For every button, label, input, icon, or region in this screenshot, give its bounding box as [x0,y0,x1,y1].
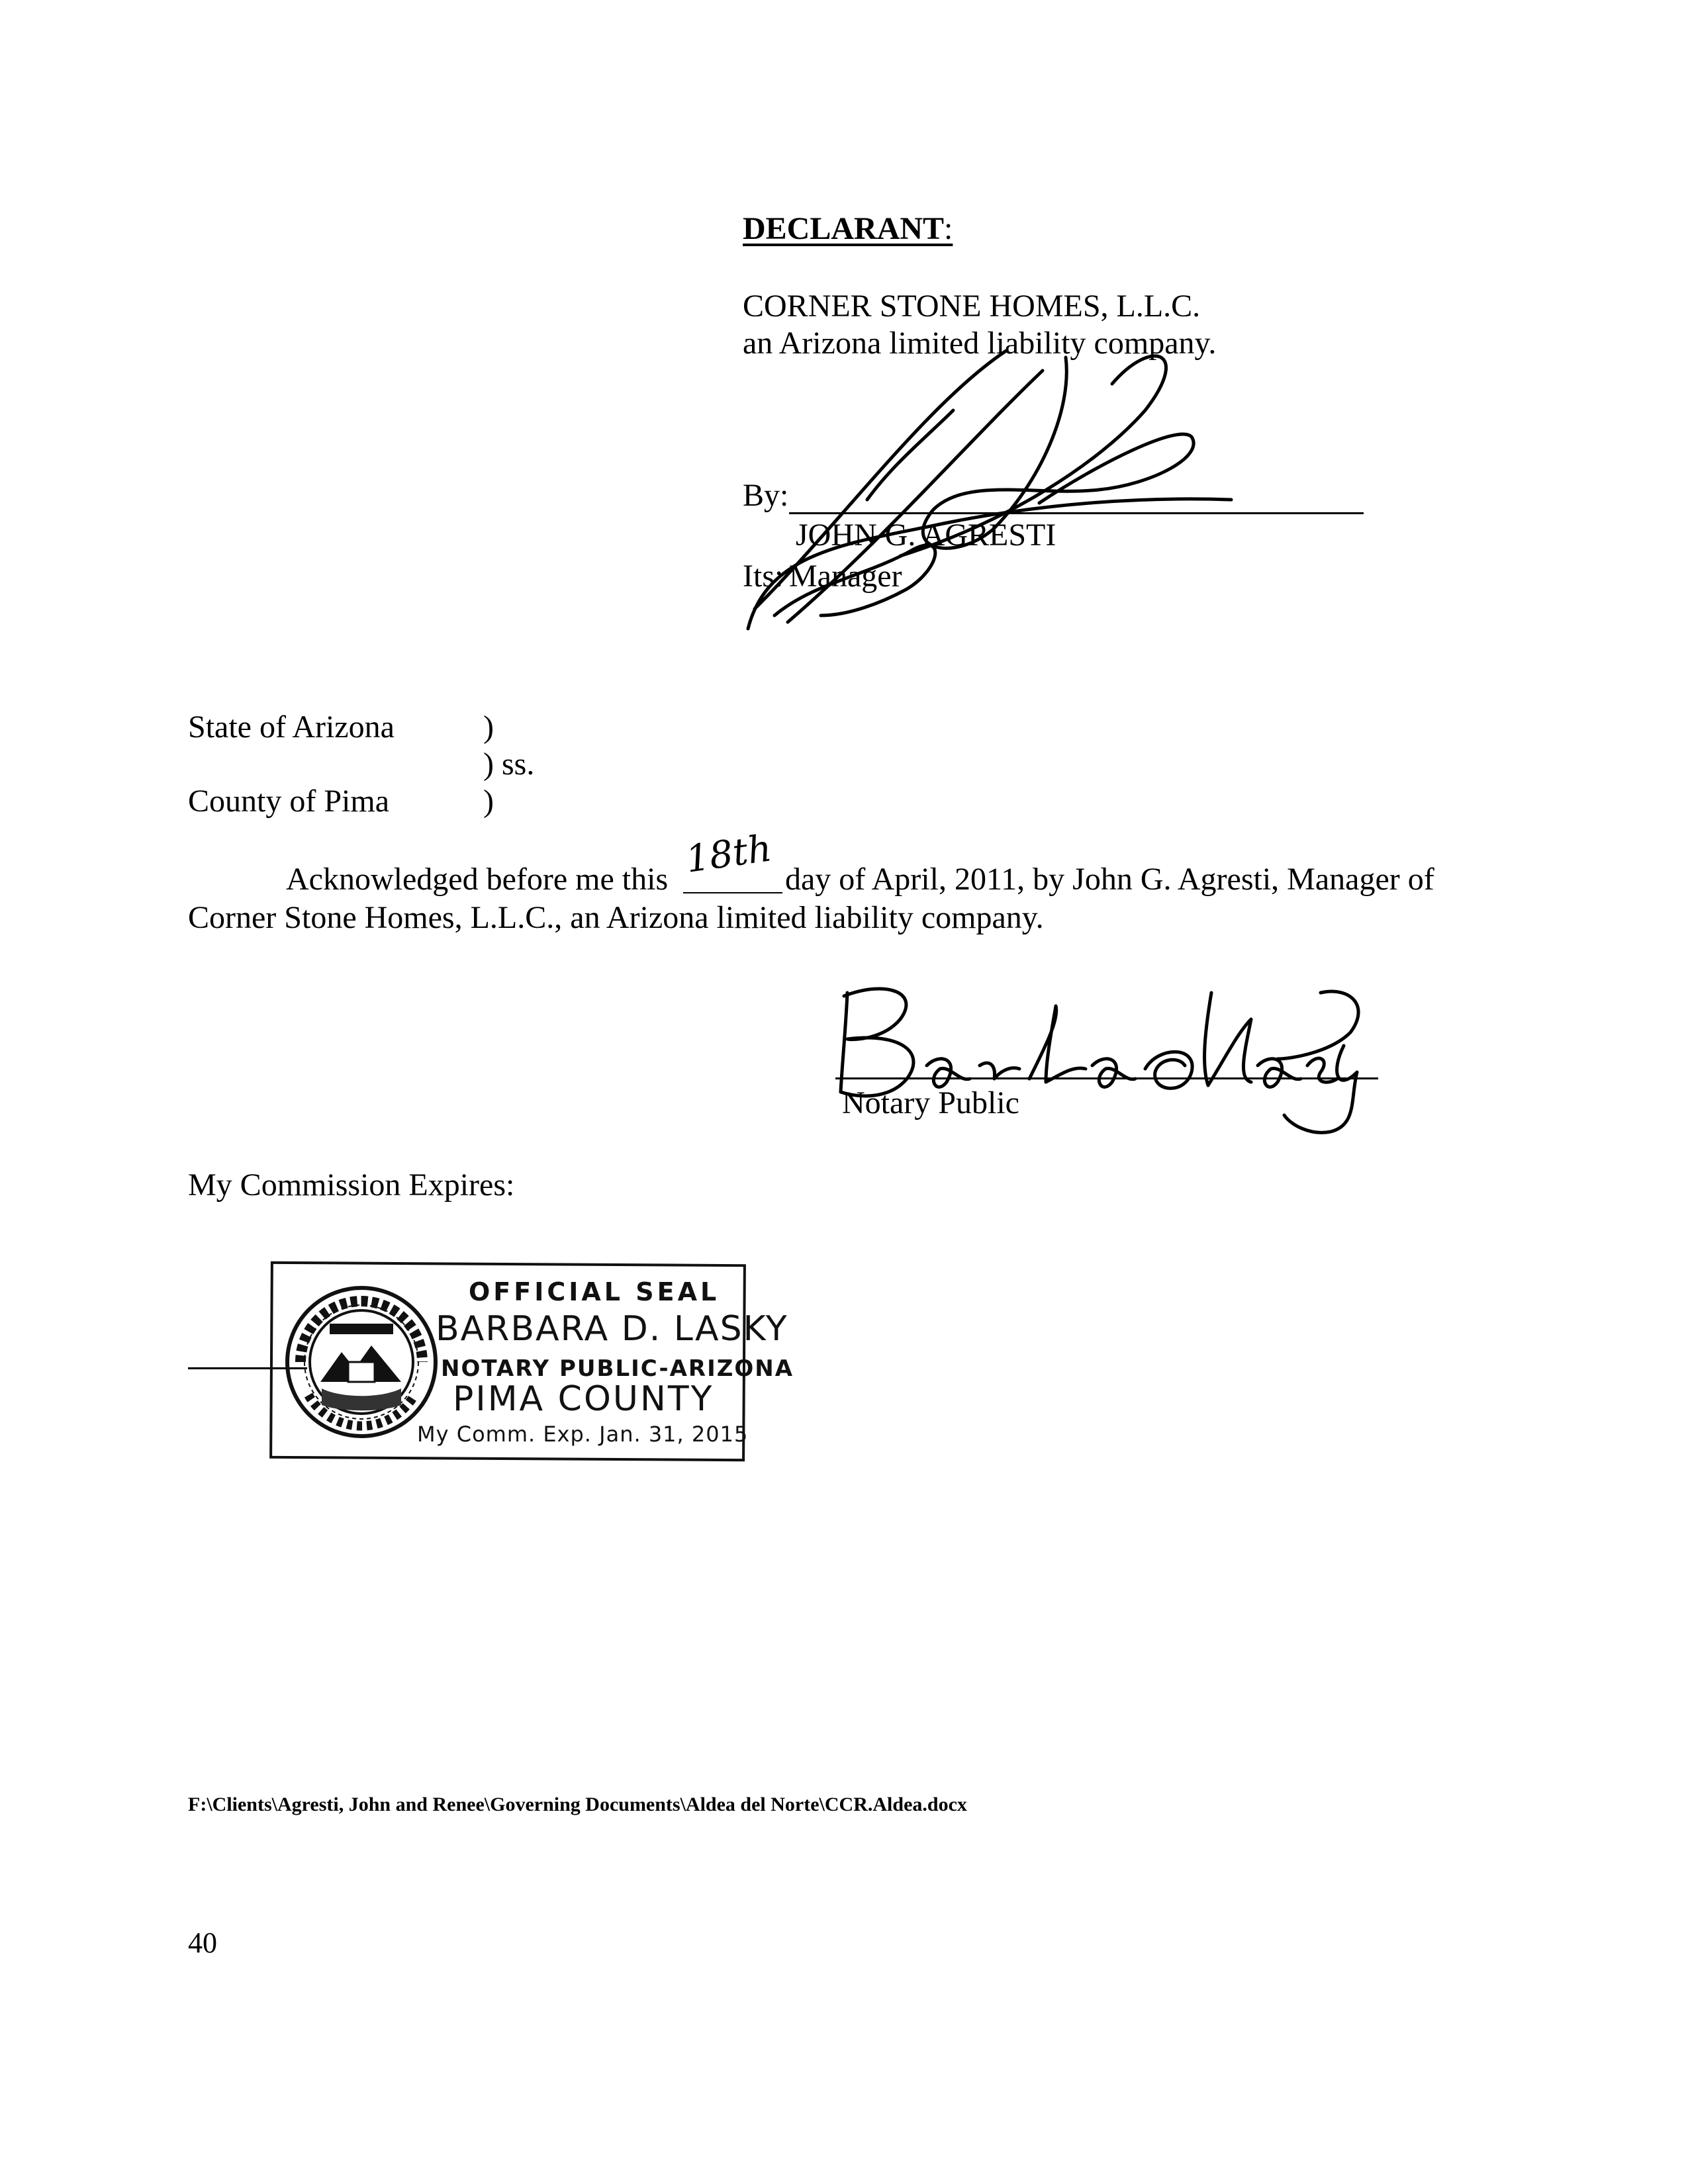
commission-expires-label: My Commission Expires: [188,1167,515,1203]
signer-name: JOHN G. AGRESTI [796,518,1056,553]
seal-notary-name: BARBARA D. LASKY [436,1309,788,1349]
company-name: CORNER STONE HOMES, L.L.C. [743,289,1201,324]
arizona-state-seal-icon [282,1283,441,1441]
venue-paren-1: ) [483,709,494,745]
seal-title: OFFICIAL SEAL [469,1277,720,1306]
day-blank-line [683,892,782,893]
by-label: By: [743,478,789,513]
venue-paren-2: ) [483,784,494,819]
venue-paren-ss: ) ss. [483,747,535,782]
acknowledgment-lead: Acknowledged before me this [286,862,669,897]
company-description: an Arizona limited liability company. [743,326,1217,361]
official-seal-stamp [270,1263,794,1460]
declarant-colon: : [944,211,953,246]
notary-signature [827,966,1383,1152]
signer-title: Manager [789,559,902,594]
page-number: 40 [188,1927,217,1959]
seal-notary-role: NOTARY PUBLIC-ARIZONA [441,1355,794,1382]
acknowledgment-line1-rest: day of April, 2011, by John G. Agresti, Manager of [785,862,1434,897]
venue-county: County of Pima [188,784,390,819]
declarant-heading-text: DECLARANT [743,211,945,246]
footer-file-path: F:\Clients\Agresti, John and Renee\Governing Documents\Aldea del Norte\CCR.Aldea.docx [188,1794,967,1815]
agresti-signature [728,331,1324,635]
its-label: Its: [743,559,784,594]
handwritten-day: 18th [683,827,774,882]
notary-public-label: Notary Public [842,1085,1019,1120]
declarant-heading [743,210,953,247]
venue-state: State of Arizona [188,709,395,745]
acknowledgment-line2: Corner Stone Homes, L.L.C., an Arizona limited liability company. [188,900,1044,935]
seal-expiry: My Comm. Exp. Jan. 31, 2015 [417,1422,749,1447]
seal-county: PIMA COUNTY [453,1379,714,1419]
